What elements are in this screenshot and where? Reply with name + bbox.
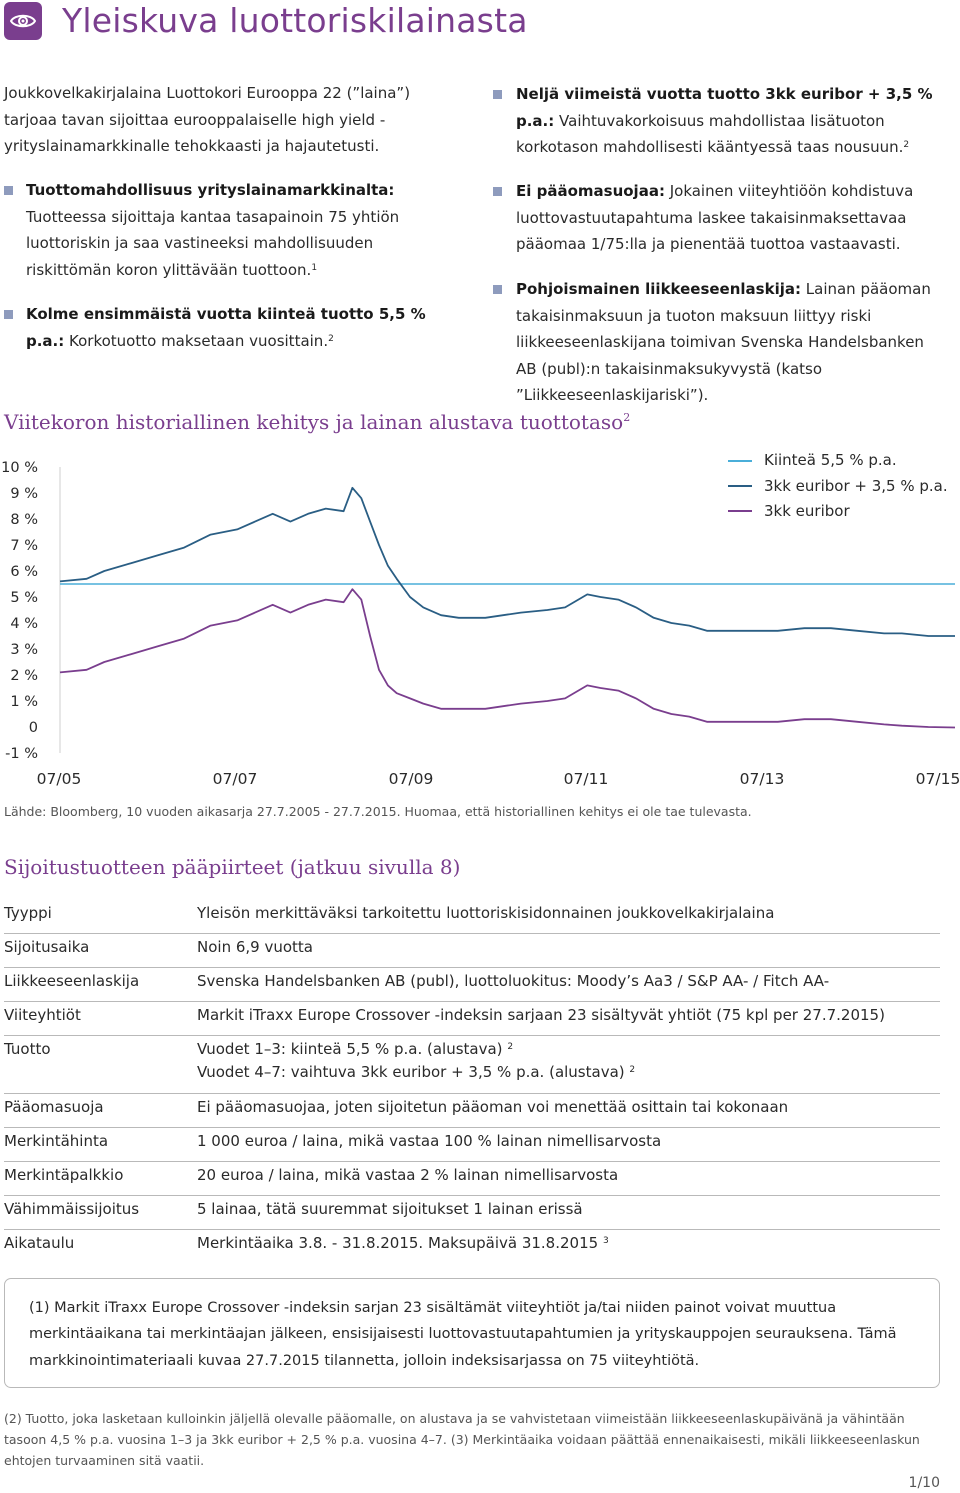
y-tick-label: 6 % <box>10 564 38 580</box>
table-row <box>4 1002 940 1036</box>
bullet-marker <box>4 310 13 319</box>
bullet-marker <box>493 187 502 196</box>
x-tick-label: 07/07 <box>212 770 258 788</box>
row-key: Pääomasuoja <box>4 1098 104 1116</box>
left-bullet-2: Kolme ensimmäistä vuotta kiinteä tuotto 5,5 % p.a.: Korkotuotto maksetaan vuosittain.$^2$ <box>26 305 426 350</box>
intro-lead: Joukkovelkakirjalaina Luottokori Eurooppa 22 (”laina”) tarjoaa tavan sijoittaa eurooppalaiselle high yield -yrityslainamarkkinalle tehokkaasti ja hajautetusti. <box>4 84 411 155</box>
row-value: 5 lainaa, tätä suuremmat sijoitukset 1 lainan erissä <box>197 1200 583 1218</box>
y-tick-label: 0 <box>28 720 38 736</box>
left-bullet-1: Tuottomahdollisuus yrityslainamarkkinalta: Tuotteessa sijoittaja kantaa tasapainoin 75 yhtiön luottoriskin ja saa vastineeksi mahdollisuuden riskittömän koron ylittävään tuottoon.$^1$ <box>26 181 400 279</box>
row-value: Vuodet 1–3: kiinteä 5,5 % p.a. (alustava) $^2$ <box>197 1040 514 1058</box>
table-row <box>4 1196 940 1230</box>
features-heading: Sijoitustuotteen pääpiirteet (jatkuu sivulla 8) <box>4 855 461 879</box>
x-tick-label: 07/13 <box>739 770 785 788</box>
table-row <box>4 1162 940 1196</box>
y-tick-label: 9 % <box>10 486 38 502</box>
bullet-marker <box>4 186 13 195</box>
page-title: Yleiskuva luottoriskilainasta <box>62 1 528 40</box>
chart-source: Lähde: Bloomberg, 10 vuoden aikasarja 27.7.2005 - 27.7.2015. Huomaa, että historiallinen kehitys ei ole tae tulevasta. <box>4 804 752 819</box>
eye-icon <box>4 2 42 40</box>
row-value: Yleisön merkittäväksi tarkoitettu luottoriskisidonnainen joukkovelkakirjalaina <box>197 904 775 922</box>
table-row <box>4 1094 940 1128</box>
row-key: Liikkeeseenlaskija <box>4 972 140 990</box>
y-tick-label: 2 % <box>10 668 38 684</box>
bullet-marker <box>493 285 502 294</box>
y-tick-label: 3 % <box>10 642 38 658</box>
row-key: Tuotto <box>4 1040 51 1058</box>
x-tick-label: 07/05 <box>36 770 82 788</box>
right-bullet-3: Pohjoismainen liikkeeseenlaskija: Lainan pääoman takaisinmaksuun ja tuoton maksuun liittyy riski liikkeeseenlaskijana toimivan Svenska Handelsbanken AB (publ):n takaisinmaksukyvystä (katso ”Liikkeeseenlaskijariski”). <box>516 280 931 404</box>
chart-heading: Viitekoron historiallinen kehitys ja lainan alustava tuottotaso$^2$ <box>4 410 631 434</box>
x-tick-label: 07/15 <box>915 770 960 788</box>
y-tick-label: 10 % <box>1 460 38 476</box>
row-key: Aikataulu <box>4 1234 75 1252</box>
y-tick-label: 8 % <box>10 512 38 528</box>
table-row <box>4 934 940 968</box>
page-number: 1/10 <box>908 1475 940 1491</box>
note-text: (1) Markit iTraxx Europe Crossover -indeksin sarjan 23 sisältämät viiteyhtiöt ja/tai niiden painot voivat muuttua merkintäaikana tai merkintäajan jälkeen, ensisijaisesti luottovastuutapahtumien ja yrityskauppojen seurauksena. Tämä markkinointimateriaali kuvaa 27.7.2015 tilannetta, jolloin indeksisarjassa on 75 viiteyhtiötä. <box>29 1300 897 1369</box>
row-value: Svenska Handelsbanken AB (publ), luottoluokitus: Moody’s Aa3 / S&P AA- / Fitch AA- <box>197 972 830 990</box>
row-key: Sijoitusaika <box>4 938 90 956</box>
y-tick-label: 5 % <box>10 590 38 606</box>
row-value: 1 000 euroa / laina, mikä vastaa 100 % lainan nimellisarvosta <box>197 1132 662 1150</box>
y-tick-label: 4 % <box>10 616 38 632</box>
row-value: Ei pääomasuojaa, joten sijoitetun pääoman voi menettää osittain tai kokonaan <box>197 1098 789 1116</box>
y-tick-label: 1 % <box>10 694 38 710</box>
table-row <box>4 900 940 934</box>
legend-swatch <box>728 485 752 487</box>
row-value: Noin 6,9 vuotta <box>197 938 313 956</box>
legend-label: Kiinteä 5,5 % p.a. <box>764 451 897 469</box>
row-key: Merkintäpalkkio <box>4 1166 124 1184</box>
table-row <box>4 1128 940 1162</box>
row-key: Vähimmäissijoitus <box>4 1200 140 1218</box>
y-tick-label: -1 % <box>5 746 38 762</box>
legend-swatch <box>728 460 752 462</box>
x-tick-label: 07/11 <box>563 770 609 788</box>
x-tick-label: 07/09 <box>388 770 434 788</box>
series-line <box>60 589 955 727</box>
row-value: Vuodet 4–7: vaihtuva 3kk euribor + 3,5 % p.a. (alustava) $^2$ <box>197 1063 636 1081</box>
row-value: Markit iTraxx Europe Crossover -indeksin sarjaan 23 sisältyvät yhtiöt (75 kpl per 27.7.2015) <box>197 1006 885 1024</box>
row-key: Merkintähinta <box>4 1132 109 1150</box>
row-key: Viiteyhtiöt <box>4 1006 81 1024</box>
table-row <box>4 968 940 1002</box>
row-key: Tyyppi <box>4 904 52 922</box>
row-value: Merkintäaika 3.8. - 31.8.2015. Maksupäivä 31.8.2015 $^3$ <box>197 1234 609 1252</box>
right-bullet-2: Ei pääomasuojaa: Jokainen viiteyhtiöön kohdistuva luottovastuutapahtuma laskee takaisinmaksettavaa pääomaa 1/75:lla ja pienentää tuottoa vastaavasti. <box>516 182 914 253</box>
legend-label: 3kk euribor <box>764 502 850 520</box>
table-row <box>4 1036 940 1094</box>
bullet-marker <box>493 90 502 99</box>
footnotes: (2) Tuotto, joka lasketaan kulloinkin jäljellä olevalle pääomalle, on alustava ja se vahvistetaan viimeistään liikkeeseenlaskupäivänä ja vähintään tasoon 4,5 % p.a. vuosina 1–3 ja 3kk euribor + 2,5 % p.a. vuosina 4–7. (3) Merkintäaika voidaan päättää ennenaikaisesti, mikäli liikkeeseenlaskun ehtojen turvaaminen sitä vaatii. <box>4 1411 920 1468</box>
right-bullet-1: Neljä viimeistä vuotta tuotto 3kk euribor + 3,5 % p.a.: Vaihtuvakorkoisuus mahdollistaa lisätuoton korkotason mahdollisesti kääntyessä taas nousuun.$^2$ <box>516 85 933 156</box>
row-value: 20 euroa / laina, mikä vastaa 2 % lainan nimellisarvosta <box>197 1166 619 1184</box>
table-row <box>4 1230 940 1264</box>
y-tick-label: 7 % <box>10 538 38 554</box>
legend-label: 3kk euribor + 3,5 % p.a. <box>764 477 948 495</box>
note-box <box>4 1278 940 1388</box>
legend-swatch <box>728 510 752 512</box>
